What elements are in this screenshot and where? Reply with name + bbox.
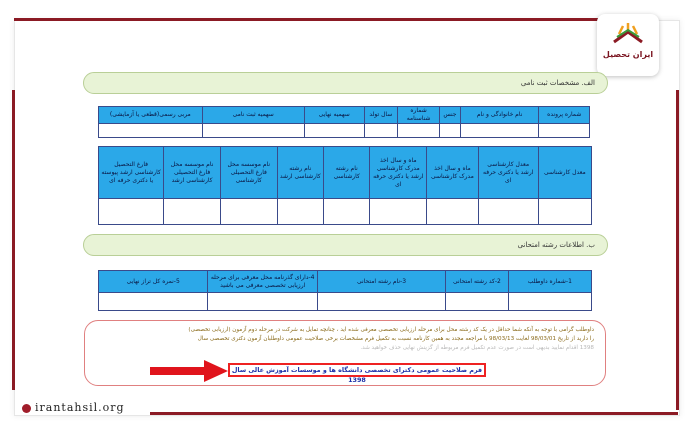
empty-cell (446, 293, 509, 311)
section-b-title: ب. اطلاعات رشته امتحانی (83, 234, 608, 256)
column-header: 5-نمره کل تراز نهایی (99, 271, 208, 293)
empty-cell (277, 199, 323, 225)
empty-cell (460, 124, 539, 138)
empty-cell (398, 124, 440, 138)
book-logo-icon (611, 22, 645, 46)
exam-field-table (98, 270, 592, 311)
empty-cell (324, 199, 370, 225)
column-header: سال تولد (364, 107, 398, 124)
empty-cell (304, 124, 364, 138)
empty-cell (317, 293, 445, 311)
column-header: معدل کارشناسی (538, 147, 591, 199)
empty-cell (364, 124, 398, 138)
empty-cell (202, 124, 304, 138)
column-header: نام موسسه محل فارغ التحصیلی کارشناسی (220, 147, 277, 199)
frame-accent-left (12, 90, 15, 390)
empty-cell (99, 199, 164, 225)
column-header: ماه و سال اخذ مدرک کارشناسی (427, 147, 479, 199)
column-header: نام رشته کارشناسی (324, 147, 370, 199)
column-header: نام موسسه محل فارغ التحصیلی کارشناسی ارشد (164, 147, 221, 199)
arrow-right-icon (150, 360, 228, 382)
brand-logo-text: ایران تحصیل (602, 50, 654, 59)
notice-text (100, 326, 594, 353)
empty-cell (220, 199, 277, 225)
empty-cell (99, 293, 208, 311)
column-header: 4-دارای گذرنامه محل معرفی برای مرحله ارزیابی تخصصی معرفی می باشید (208, 271, 318, 293)
eligibility-form-link[interactable]: فرم صلاحیت عمومی دکترای تخصصی دانشگاه ها و موسسات آموزش عالی سال 1398 (228, 363, 486, 377)
column-header: معدل کارشناسی ارشد یا دکتری حرفه ای (478, 147, 538, 199)
empty-cell (99, 124, 203, 138)
site-url (22, 401, 125, 414)
frame-accent-right (676, 90, 679, 410)
site-url-text: irantahsil.org (35, 401, 125, 414)
column-header: نام خانوادگی و نام (460, 107, 539, 124)
globe-icon (22, 404, 31, 413)
column-header: نام رشته کارشناسی ارشد (277, 147, 323, 199)
notice-line-2: را دارید از تاریخ 98/03/01 لغایت 98/03/13 با مراجعه مجدد به همین کارنامه نسبت به تکمیل فرم مشخصات برخی صلاحیت عمومی داوطلبان آزمون دکتری تخصصی سال (197, 336, 594, 342)
column-header: 1-شماره داوطلب (508, 271, 591, 293)
registration-table-2 (98, 146, 592, 225)
empty-cell (427, 199, 479, 225)
column-header: شماره پرونده (539, 107, 590, 124)
section-a-title: الف. مشخصات ثبت نامی (83, 72, 608, 94)
empty-cell (208, 293, 318, 311)
column-header: ماه و سال اخذ مدرک کارشناسی ارشد یا دکتری حرفه ای (370, 147, 427, 199)
notice-line-3: 1398 اقدام نمایید بدیهی است در صورت عدم تکمیل فرم مربوطه از گزینش نهایی حذف خواهید شد. (360, 345, 594, 351)
column-header: فارغ التحصیل کارشناسی ارشد پیوسته یا دکتری حرفه ای (99, 147, 164, 199)
column-header: جنس (440, 107, 461, 124)
notice-line-1: داوطلب گرامی با توجه به آنکه شما حداقل در یک کد رشته محل برای مرحله ارزیابی تخصصی معرفی شده اید ، چنانچه تمایل به شرکت در مرحله دوم آزمون (ارزیابی تخصصی) (188, 327, 594, 333)
column-header: 3-نام رشته امتحانی (317, 271, 445, 293)
empty-cell (440, 124, 461, 138)
empty-cell (508, 293, 591, 311)
registration-table-1 (98, 106, 590, 138)
column-header: سهمیه نهایی (304, 107, 364, 124)
column-header: مربی رسمی(قطعی یا آزمایشی) (99, 107, 203, 124)
empty-cell (539, 124, 590, 138)
column-header: 2-کد رشته امتحانی (446, 271, 509, 293)
empty-cell (370, 199, 427, 225)
frame-accent-bottom (150, 412, 678, 415)
empty-cell (538, 199, 591, 225)
column-header: سهمیه ثبت نامی (202, 107, 304, 124)
frame-accent-top (14, 18, 614, 21)
empty-cell (164, 199, 221, 225)
empty-cell (478, 199, 538, 225)
column-header: شماره شناسنامه (398, 107, 440, 124)
